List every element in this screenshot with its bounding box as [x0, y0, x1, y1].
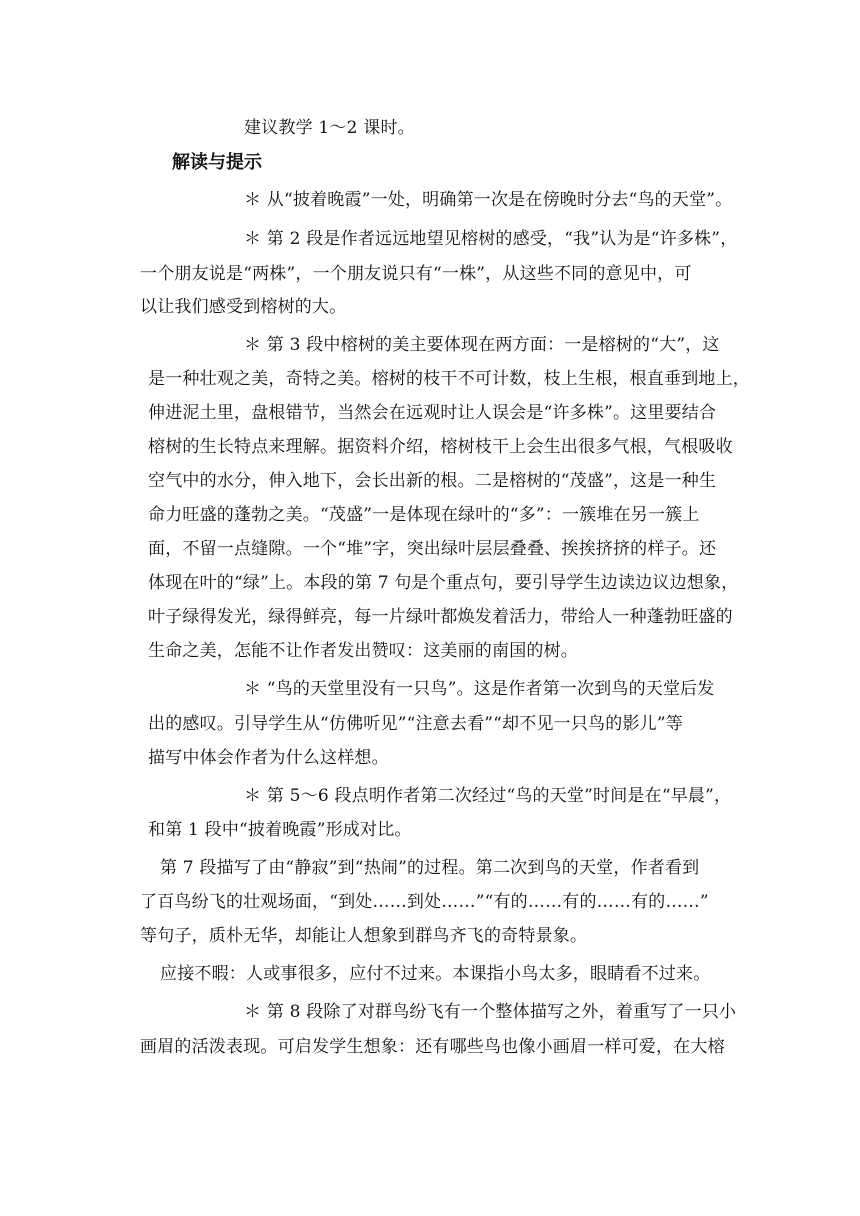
paragraph-6-line-3: 等句子，质朴无华，却能让人想象到群鸟齐飞的奇特景象。	[140, 926, 588, 946]
paragraph-3-line-10: 生命之美，怎能不让作者发出赞叹：这美丽的南国的树。	[148, 641, 578, 661]
paragraph-3-line-9: 叶子绿得发光，绿得鲜亮，每一片绿叶都焕发着活力，带给人一种蓬勃旺盛的	[148, 607, 733, 627]
paragraph-5-line-1: ＊ 第 5～6 段点明作者第二次经过“鸟的天堂”时间是在“早晨”，	[244, 786, 732, 806]
paragraph-3-line-4: 榕树的生长特点来理解。据资料介绍，榕树枝干上会生出很多气根，气根吸收	[148, 437, 733, 457]
paragraph-8-line-1: ＊ 第 8 段除了对群鸟纷飞有一个整体描写之外，着重写了一只小	[244, 1002, 737, 1022]
paragraph-3-line-8: 体现在叶的“绿”上。本段的第 7 句是个重点句，要引导学生边读边议边想象，	[148, 573, 739, 593]
paragraph-3-line-1: ＊ 第 3 段中榕树的美主要体现在两方面：一是榕树的“大”，这	[244, 335, 720, 355]
paragraph-7-line-1: 应接不暇：人或事很多，应付不过来。本课指小鸟太多，眼睛看不过来。	[160, 964, 711, 984]
paragraph-3-line-3: 伸进泥土里，盘根错节，当然会在远观时让人误会是“许多株”。这里要结合	[148, 403, 717, 423]
paragraph-3-line-2: 是一种壮观之美，奇特之美。榕树的枝干不可计数，枝上生根，根直垂到地上，	[148, 369, 750, 389]
paragraph-4-line-2: 出的感叹。引导学生从“仿佛听见”“注意去看”“却不见一只鸟的影儿”等	[148, 714, 683, 734]
section-heading: 解读与提示	[172, 152, 262, 173]
paragraph-6-line-1: 第 7 段描写了由“静寂”到“热闹”的过程。第二次到鸟的天堂，作者看到	[160, 858, 700, 878]
paragraph-2-line-2: 一个朋友说是“两株”，一个朋友说只有“一株”，从这些不同的意见中，可	[140, 264, 692, 284]
paragraph-5-line-2: 和第 1 段中“披着晚霞”形成对比。	[148, 820, 412, 840]
paragraph-8-line-2: 画眉的活泼表现。可启发学生想象：还有哪些鸟也像小画眉一样可爱，在大榕	[140, 1037, 725, 1057]
paragraph-3-line-7: 面，不留一点缝隙。一个“堆”字，突出绿叶层层叠叠、挨挨挤挤的样子。还	[148, 539, 717, 559]
paragraph-1-line-1: ＊ 从“披着晚霞”一处，明确第一次是在傍晚时分去“鸟的天堂”。	[244, 190, 733, 210]
intro-line: 建议教学 1～2 课时。	[244, 118, 415, 138]
paragraph-6-line-2: 了百鸟纷飞的壮观场面，“到处……到处……”“有的……有的……有的……”	[140, 892, 709, 912]
paragraph-4-line-3: 描写中体会作者为什么这样想。	[148, 748, 389, 768]
paragraph-3-line-6: 命力旺盛的蓬勃之美。“茂盛”一是体现在绿叶的“多”：一簇堆在另一簇上	[148, 505, 700, 525]
paragraph-4-line-1: ＊ “鸟的天堂里没有一只鸟”。这是作者第一次到鸟的天堂后发	[244, 679, 715, 699]
paragraph-3-line-5: 空气中的水分，伸入地下，会长出新的根。二是榕树的“茂盛”，这是一种生	[148, 471, 717, 491]
paragraph-2-line-3: 以让我们感受到榕树的大。	[140, 297, 347, 317]
paragraph-2-line-1: ＊ 第 2 段是作者远远地望见榕树的感受，“我”认为是“许多株”，	[244, 229, 738, 249]
